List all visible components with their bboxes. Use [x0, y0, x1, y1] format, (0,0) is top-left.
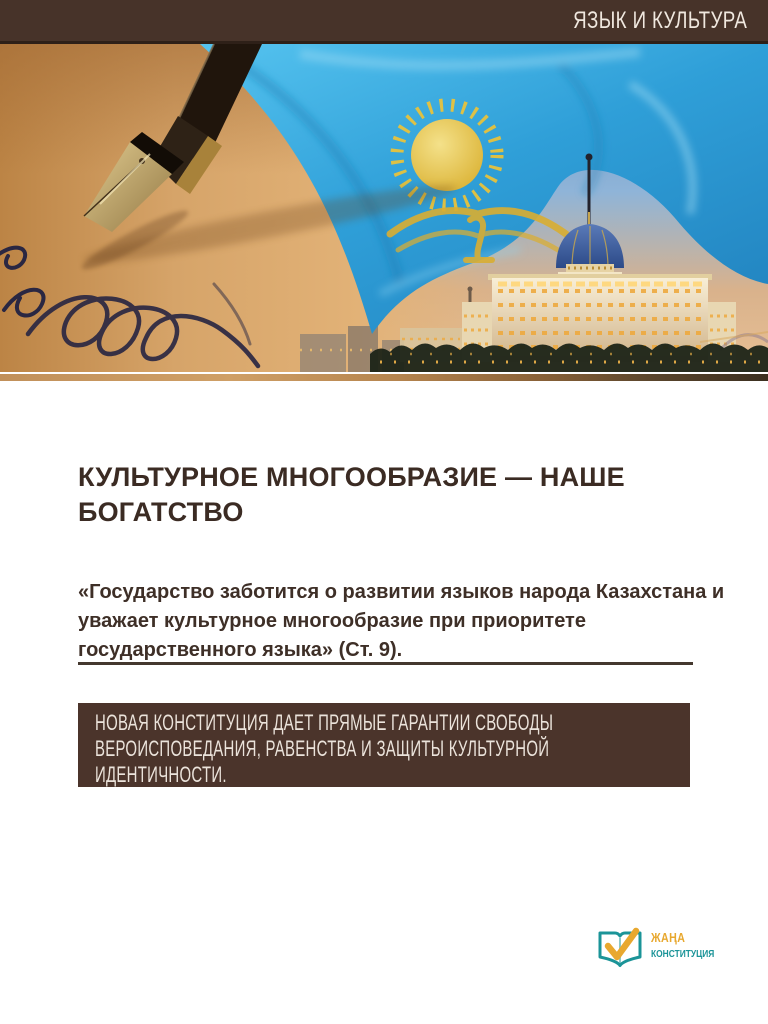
- hero-collage: [0, 44, 768, 372]
- callout-box: [78, 703, 690, 787]
- logo-text-zhana: ЖАҢА: [651, 931, 686, 945]
- logo-text-konstitutsiya: КОНСТИТУЦИЯ: [651, 948, 715, 960]
- header-bar: [0, 0, 768, 44]
- hero-divider-strip: [0, 374, 768, 381]
- zhana-konstitutsiya-logo: [595, 926, 730, 970]
- quote-line: государственного языка» (Ст. 9).: [78, 639, 403, 661]
- open-book-check-icon: [595, 926, 645, 970]
- quote-line: «Государство заботится о развитии языков народа Казахстана и: [78, 581, 725, 603]
- quote-paragraph: [78, 578, 724, 665]
- page-title: [78, 460, 625, 530]
- page-title-line: КУЛЬТУРНОЕ МНОГООБРАЗИЕ — НАШЕ: [78, 462, 625, 492]
- trees-with-lights: [370, 343, 768, 372]
- logo-text: [651, 926, 730, 960]
- callout-line: НОВАЯ КОНСТИТУЦИЯ ДАЕТ ПРЯМЫЕ ГАРАНТИИ СВОБОДЫ: [95, 710, 554, 735]
- divider-rule: [78, 662, 693, 665]
- callout-line: ИДЕНТИЧНОСТИ.: [95, 762, 227, 787]
- page-title-line: БОГАТСТВО: [78, 497, 244, 527]
- header-title: ЯЗЫК И КУЛЬТУРА: [572, 6, 747, 34]
- hero-collage-art: [0, 44, 768, 372]
- callout-line: ВЕРОИСПОВЕДАНИЯ, РАВЕНСТВА И ЗАЩИТЫ КУЛЬТУРНОЙ: [95, 736, 550, 761]
- quote-line: уважает культурное многообразие при приоритете: [78, 610, 586, 632]
